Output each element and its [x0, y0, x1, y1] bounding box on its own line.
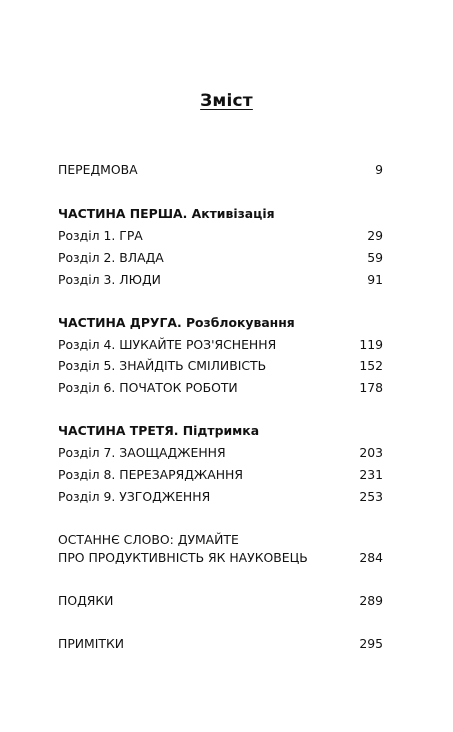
toc-entry-chapter-7: [58, 445, 383, 461]
toc-label: Розділ 6. ПОЧАТОК РОБОТИ: [58, 380, 238, 395]
toc-part-two-heading: ЧАСТИНА ДРУГА. Розблокування: [58, 315, 295, 330]
toc-entry-chapter-3: [58, 272, 383, 288]
toc-entry-chapter-6: [58, 380, 383, 396]
toc-part-one-heading: ЧАСТИНА ПЕРША. Активізація: [58, 206, 275, 221]
toc-page-number: 253: [359, 489, 383, 504]
toc-entry-chapter-1: [58, 228, 383, 244]
toc-entry-chapter-2: [58, 250, 383, 266]
toc-part-three-heading: ЧАСТИНА ТРЕТЯ. Підтримка: [58, 423, 260, 438]
toc-page-number: 119: [359, 337, 383, 352]
toc-label: Розділ 4. ШУКАЙТЕ РОЗ'ЯСНЕННЯ: [58, 337, 277, 352]
toc-page-number: 203: [359, 445, 383, 460]
toc-entry-chapter-9: [58, 489, 383, 505]
toc-page-number: 152: [359, 358, 383, 373]
toc-label: Розділ 3. ЛЮДИ: [58, 272, 161, 287]
toc-entry-afterword: [58, 550, 383, 566]
toc-page-number: 9: [375, 162, 383, 177]
toc-label: Розділ 5. ЗНАЙДІТЬ СМІЛИВІСТЬ: [58, 358, 267, 373]
toc-entry-acknowledgements: [58, 593, 383, 609]
toc-entry-chapter-5: [58, 358, 383, 374]
toc-page-number: 284: [359, 550, 383, 565]
toc-entry-chapter-4: [58, 337, 383, 353]
toc-page-number: 29: [367, 228, 383, 243]
toc-page-number: 59: [367, 250, 383, 265]
toc-entry-chapter-8: [58, 467, 383, 483]
toc-page-number: 178: [359, 380, 383, 395]
toc-label: ПРИМІТКИ: [58, 636, 125, 651]
toc-label: ПОДЯКИ: [58, 593, 114, 608]
toc-entry-preface: [58, 162, 383, 178]
toc-afterword-line-1: ОСТАННЄ СЛОВО: ДУМАЙТЕ: [58, 532, 239, 547]
toc-page-number: 231: [359, 467, 383, 482]
toc-label: Розділ 7. ЗАОЩАДЖЕННЯ: [58, 445, 226, 460]
toc-page-number: 91: [367, 272, 383, 287]
toc-label: ПЕРЕДМОВА: [58, 162, 138, 177]
toc-label: Розділ 2. ВЛАДА: [58, 250, 164, 265]
toc-entry-notes: [58, 636, 383, 652]
toc-label: Розділ 1. ГРА: [58, 228, 143, 243]
toc-label: Розділ 8. ПЕРЕЗАРЯДЖАННЯ: [58, 467, 243, 482]
toc-label: Розділ 9. УЗГОДЖЕННЯ: [58, 489, 211, 504]
page-title: Зміст: [200, 91, 253, 111]
toc-page-number: 289: [359, 593, 383, 608]
toc-page-number: 295: [359, 636, 383, 651]
toc-label: ПРО ПРОДУКТИВНІСТЬ ЯК НАУКОВЕЦЬ: [58, 550, 308, 565]
